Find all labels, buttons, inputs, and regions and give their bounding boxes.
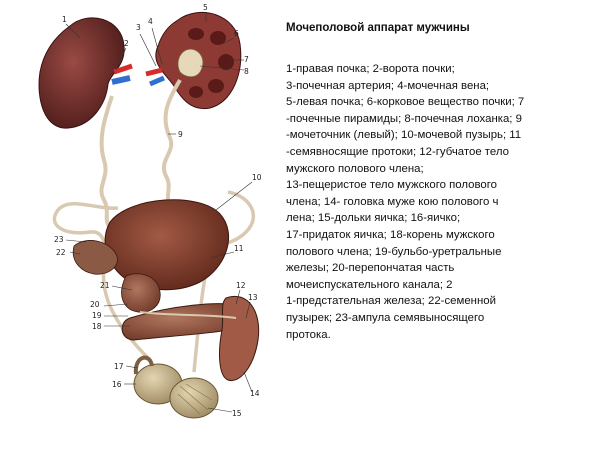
label-12: 12 (236, 281, 246, 290)
legend-line: 17-придаток яичка; 18-корень мужского (286, 228, 495, 241)
anatomy-illustration (0, 0, 285, 450)
left-renal-artery (146, 70, 162, 74)
legend-line: 1-предстательная железа; 22-семенной (286, 295, 496, 308)
legend-line: полового члена; 19-бульбо-уретральные (286, 245, 502, 258)
label-10: 10 (252, 173, 262, 182)
label-16: 16 (112, 380, 122, 389)
legend-line: мочеиспускательного канала; 2 (286, 278, 453, 291)
label-9: 9 (178, 130, 183, 139)
legend-line: 5-левая почка; 6-корковое вещество почки; 7 (286, 96, 525, 109)
label-8: 8 (244, 67, 249, 76)
label-13: 13 (248, 293, 258, 302)
legend-line: члена; 14- головка муже кою полового ч (286, 195, 499, 208)
legend-line: 1-правая почка; 2-ворота почки; (286, 63, 455, 75)
label-19: 19 (92, 311, 102, 320)
legend-line: лена; 15-дольки яичка; 16-яичко; (286, 212, 461, 225)
label-18: 18 (92, 322, 102, 331)
legend-line: мужского полового члена; (286, 162, 424, 175)
left-renal-vein (150, 78, 164, 84)
right-ureter (101, 96, 120, 232)
label-14: 14 (250, 389, 260, 398)
label-7: 7 (244, 55, 249, 64)
label-3: 3 (136, 23, 141, 32)
legend-line: протока. (286, 328, 331, 341)
label-22: 22 (56, 248, 66, 257)
legend-line: -мочеточник (левый); 10-мочевой пузырь; 11 (286, 129, 522, 142)
label-11: 11 (234, 244, 244, 253)
right-renal-vein (112, 78, 130, 82)
legend-line: железы; 20-перепончатая часть (286, 262, 455, 275)
legend-line: 3-почечная артерия; 4-мочечная вена; (286, 79, 490, 92)
label-5: 5 (203, 3, 208, 12)
label-17: 17 (114, 362, 124, 371)
bladder (105, 200, 228, 290)
label-23: 23 (54, 235, 64, 244)
renal-pelvis (178, 49, 203, 77)
label-1: 1 (62, 15, 67, 24)
legend-text (286, 61, 544, 343)
right-kidney (39, 18, 124, 128)
penis-glans (220, 296, 259, 380)
label-2: 2 (124, 39, 129, 48)
legend-line: 13-пещеристое тело мужского полового (286, 179, 497, 192)
label-21: 21 (100, 281, 110, 290)
label-4: 4 (148, 17, 153, 26)
left-ureter (164, 80, 180, 214)
legend-line: -семявносящие протоки; 12-губчатое тело (286, 145, 509, 158)
legend-line: -почечные пирамиды; 8-почечная лоханка; 9 (286, 112, 522, 125)
legend-line: пузырек; 23-ампула семявыносящего (286, 311, 485, 324)
label-6: 6 (234, 29, 239, 38)
label-15: 15 (232, 409, 242, 418)
page-title: Мочеполовой аппарат мужчины (286, 22, 470, 34)
label-20: 20 (90, 300, 100, 309)
